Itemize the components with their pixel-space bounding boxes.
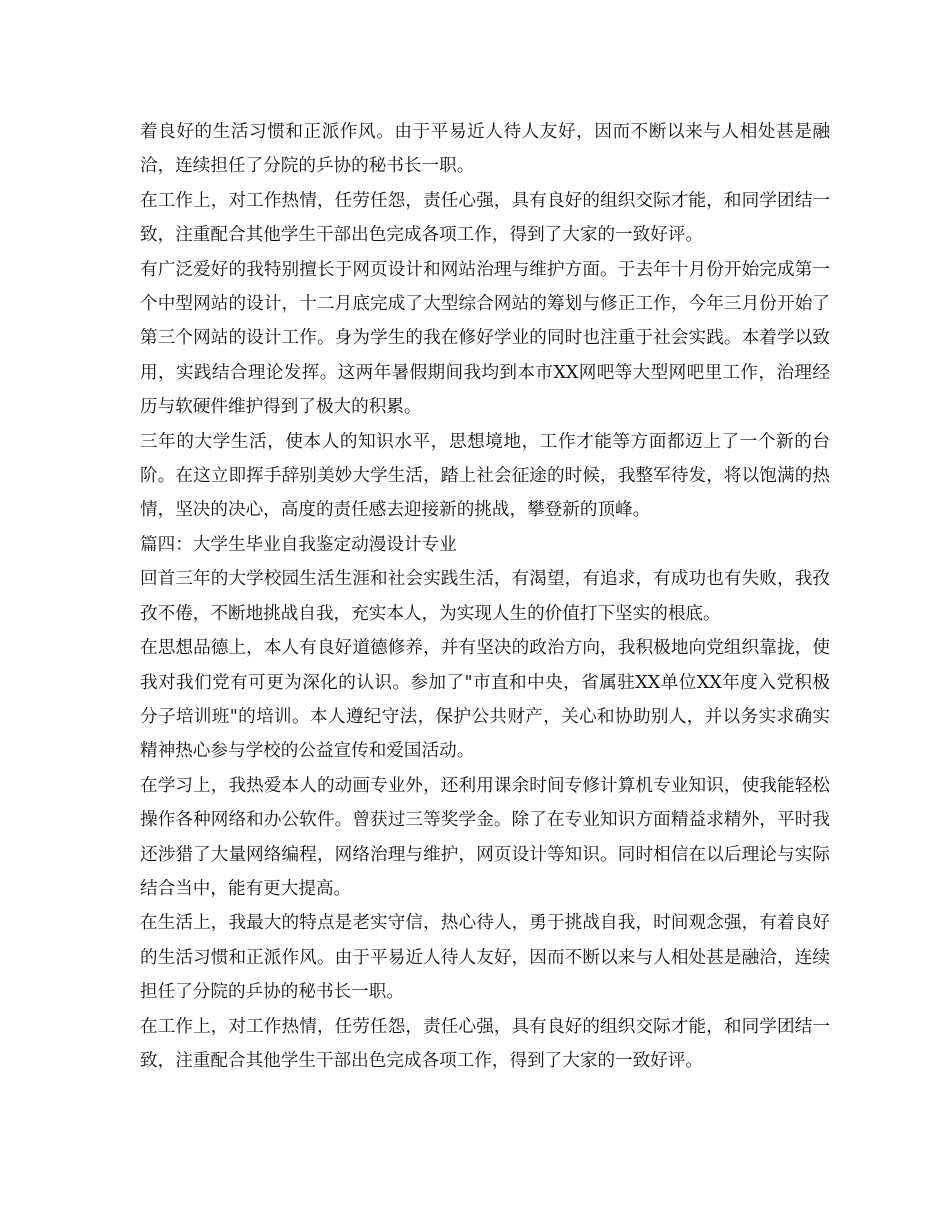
paragraph-summary: 三年的大学生活，使本人的知识水平，思想境地，工作才能等方面都迈上了一个新的台阶。在这立即挥手辞别美妙大学生活，踏上社会征途的时候，我整军待发，将以饱满的热情，坚决的决心，高度的责任感去迎接新的挑战，攀登新的顶峰。 — [140, 431, 830, 521]
document-body — [140, 115, 830, 1078]
paragraph-work-repeat: 在工作上，对工作热情，任劳任怨，责任心强，具有良好的组织交际才能，和同学团结一致，注重配合其他学生干部出色完成各项工作，得到了大家的一致好评。 — [140, 1016, 830, 1071]
paragraph-life: 在生活上，我最大的特点是老实守信，热心待人，勇于挑战自我，时间观念强，有着良好的生活习惯和正派作风。由于平易近人待人友好，因而不断以来与人相处甚是融洽，连续担任了分院的乒协的秘书长一职。 — [140, 913, 830, 1003]
section-heading: 篇四：大学生毕业自我鉴定动漫设计专业 — [140, 534, 457, 555]
paragraph-ideology: 在思想品德上，本人有良好道德修养，并有坚决的政治方向，我积极地向党组织靠拢，使我对我们党有可更为深化的认识。参加了"市直和中央，省属驻XX单位XX年度入党积极分子培训班"的培训。本人遵纪守法，保护公共财产，关心和协助别人，并以务实求确实精神热心参与学校的公益宣传和爱国活动。 — [140, 638, 830, 762]
paragraph-web-design: 有广泛爱好的我特别擅长于网页设计和网站治理与维护方面。于去年十月份开始完成第一个中型网站的设计，十二月底完成了大型综合网站的筹划与修正工作，今年三月份开始了第三个网站的设计工作。身为学生的我在修好学业的同时也注重于社会实践。本着学以致用，实践结合理论发挥。这两年暑假期间我均到本市XX网吧等大型网吧里工作，治理经历与软硬件维护得到了极大的积累。 — [140, 259, 830, 418]
paragraph-review: 回首三年的大学校园生活生涯和社会实践生活，有渴望，有追求，有成功也有失败，我孜孜不倦，不断地挑战自我，充实本人，为实现人生的价值打下坚实的根底。 — [140, 569, 830, 624]
paragraph-work: 在工作上，对工作热情，任劳任怨，责任心强，具有良好的组织交际才能，和同学团结一致，注重配合其他学生干部出色完成各项工作，得到了大家的一致好评。 — [140, 190, 830, 246]
paragraph-habits: 着良好的生活习惯和正派作风。由于平易近人待人友好，因而不断以来与人相处甚是融洽，连续担任了分院的乒协的秘书长一职。 — [140, 122, 830, 177]
paragraph-study: 在学习上，我热爱本人的动画专业外，还利用课余时间专修计算机专业知识，使我能轻松操作各种网络和办公软件。曾获过三等奖学金。除了在专业知识方面精益求精外，平时我还涉猎了大量网络编程，网络治理与维护，网页设计等知识。同时相信在以后理论与实际结合当中，能有更大提高。 — [140, 775, 830, 899]
